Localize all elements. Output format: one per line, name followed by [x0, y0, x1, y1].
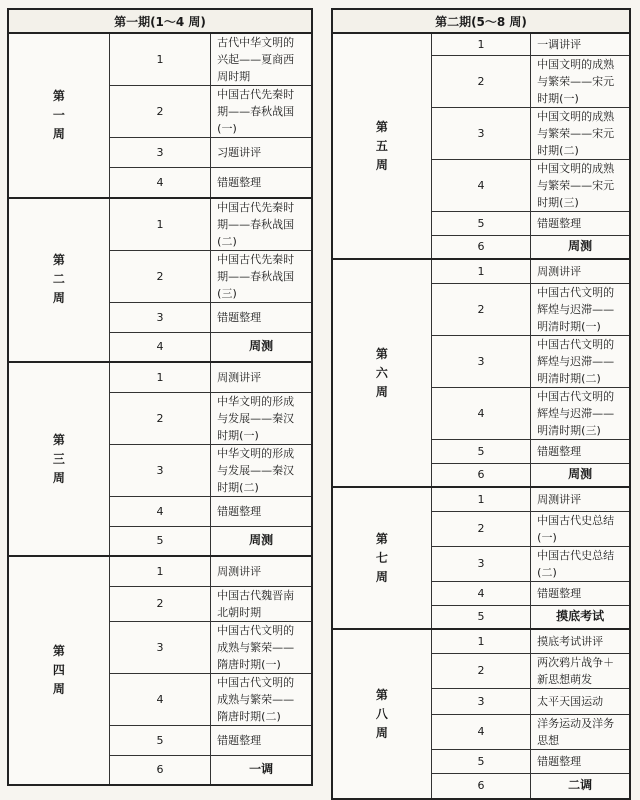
- lesson-number: 2: [109, 250, 210, 302]
- week-label: 第 一 周: [8, 33, 109, 198]
- table-row: [8, 198, 312, 251]
- lesson-number: 5: [431, 439, 530, 463]
- lesson-topic: 中国文明的成熟与繁荣——宋元时期(一): [531, 55, 630, 107]
- lesson-number: 1: [431, 33, 530, 55]
- test-cell: 摸底考试: [531, 605, 630, 629]
- test-cell: 二调: [531, 773, 630, 799]
- lesson-topic: 错题整理: [531, 749, 630, 773]
- schedule-table: [331, 8, 631, 800]
- lesson-number: 2: [109, 86, 210, 138]
- lesson-number: 3: [431, 335, 530, 387]
- lesson-topic: 错题整理: [531, 211, 630, 235]
- lesson-topic: 中国古代文明的辉煌与迟滞——明清时期(三): [531, 387, 630, 439]
- lesson-number: 2: [431, 653, 530, 688]
- table-row: [332, 629, 630, 653]
- table-row: [332, 33, 630, 55]
- test-cell: 周测: [211, 526, 312, 556]
- lesson-number: 5: [431, 605, 530, 629]
- lesson-number: 6: [431, 463, 530, 487]
- lesson-topic: 错题整理: [531, 581, 630, 605]
- lesson-number: 1: [109, 198, 210, 251]
- test-cell: 一调: [211, 755, 312, 785]
- lesson-topic: 错题整理: [211, 302, 312, 332]
- lesson-number: 4: [109, 496, 210, 526]
- test-cell: 周测: [531, 463, 630, 487]
- lesson-number: 2: [431, 283, 530, 335]
- lesson-number: 5: [109, 725, 210, 755]
- schedule-table: [7, 8, 313, 786]
- lesson-number: 1: [109, 556, 210, 586]
- lesson-topic: 中国古代史总结(二): [531, 546, 630, 581]
- test-cell: 周测: [211, 332, 312, 362]
- table-row: [8, 362, 312, 392]
- week-label: 第 六 周: [332, 259, 431, 487]
- lesson-number: 5: [431, 211, 530, 235]
- lesson-number: 4: [431, 159, 530, 211]
- lesson-topic: 中国古代文明的成熟与繁荣——隋唐时期(二): [211, 673, 312, 725]
- lesson-number: 4: [431, 581, 530, 605]
- lesson-topic: 太平天国运动: [531, 688, 630, 714]
- table-row: [332, 259, 630, 283]
- lesson-topic: 周测讲评: [531, 259, 630, 283]
- lesson-topic: 错题整理: [531, 439, 630, 463]
- test-cell: 周测: [531, 235, 630, 259]
- table-row: [8, 33, 312, 86]
- lesson-topic: 中国古代先秦时期——春秋战国(二): [211, 198, 312, 251]
- lesson-topic: 周测讲评: [211, 362, 312, 392]
- lesson-number: 6: [109, 755, 210, 785]
- lesson-number: 6: [431, 773, 530, 799]
- lesson-topic: 洋务运动及洋务思想: [531, 714, 630, 749]
- lesson-topic: 中国文明的成熟与繁荣——宋元时期(三): [531, 159, 630, 211]
- lesson-topic: 中国古代文明的成熟与繁荣——隋唐时期(一): [211, 621, 312, 673]
- table-row: [8, 556, 312, 586]
- lesson-topic: 中国古代魏晋南北朝时期: [211, 586, 312, 621]
- lesson-topic: 中华文明的形成与发展——秦汉时期(二): [211, 444, 312, 496]
- table-row: [332, 487, 630, 511]
- week-label: 第 二 周: [8, 198, 109, 363]
- lesson-number: 5: [431, 749, 530, 773]
- lesson-number: 4: [109, 168, 210, 198]
- lesson-topic: 中国古代史总结(一): [531, 511, 630, 546]
- lesson-topic: 中华文明的形成与发展——秦汉时期(一): [211, 392, 312, 444]
- lesson-number: 3: [109, 302, 210, 332]
- lesson-topic: 两次鸦片战争＋新思想萌发: [531, 653, 630, 688]
- lesson-number: 2: [109, 392, 210, 444]
- week-label: 第 五 周: [332, 33, 431, 259]
- lesson-number: 2: [431, 55, 530, 107]
- week-label: 第 八 周: [332, 629, 431, 799]
- lesson-topic: 中国古代文明的辉煌与迟滞——明清时期(二): [531, 335, 630, 387]
- lesson-number: 3: [431, 107, 530, 159]
- lesson-number: 1: [109, 362, 210, 392]
- lesson-number: 3: [431, 546, 530, 581]
- lesson-number: 4: [109, 673, 210, 725]
- lesson-number: 4: [431, 714, 530, 749]
- lesson-number: 3: [109, 444, 210, 496]
- lesson-number: 2: [431, 511, 530, 546]
- period-one-panel: [7, 8, 313, 786]
- lesson-number: 6: [431, 235, 530, 259]
- lesson-topic: 中国古代先秦时期——春秋战国(一): [211, 86, 312, 138]
- lesson-number: 1: [109, 33, 210, 86]
- period-two-panel: [331, 8, 631, 800]
- lesson-number: 5: [109, 526, 210, 556]
- lesson-number: 2: [109, 586, 210, 621]
- lesson-number: 4: [109, 332, 210, 362]
- lesson-topic: 周测讲评: [211, 556, 312, 586]
- lesson-number: 3: [109, 138, 210, 168]
- lesson-topic: 摸底考试讲评: [531, 629, 630, 653]
- lesson-topic: 中国古代先秦时期——春秋战国(三): [211, 250, 312, 302]
- lesson-topic: 古代中华文明的兴起——夏商西周时期: [211, 33, 312, 86]
- lesson-topic: 错题整理: [211, 496, 312, 526]
- lesson-number: 1: [431, 487, 530, 511]
- lesson-number: 3: [109, 621, 210, 673]
- lesson-number: 3: [431, 688, 530, 714]
- lesson-topic: 中国文明的成熟与繁荣——宋元时期(二): [531, 107, 630, 159]
- lesson-topic: 错题整理: [211, 168, 312, 198]
- lesson-topic: 一调讲评: [531, 33, 630, 55]
- lesson-topic: 错题整理: [211, 725, 312, 755]
- lesson-number: 1: [431, 259, 530, 283]
- week-label: 第 三 周: [8, 362, 109, 556]
- lesson-topic: 中国古代文明的辉煌与迟滞——明清时期(一): [531, 283, 630, 335]
- lesson-number: 1: [431, 629, 530, 653]
- period-title: 第一期(1～4 周): [8, 9, 312, 33]
- lesson-topic: 习题讲评: [211, 138, 312, 168]
- lesson-topic: 周测讲评: [531, 487, 630, 511]
- week-label: 第 七 周: [332, 487, 431, 629]
- week-label: 第 四 周: [8, 556, 109, 785]
- lesson-number: 4: [431, 387, 530, 439]
- period-title: 第二期(5～8 周): [332, 9, 630, 33]
